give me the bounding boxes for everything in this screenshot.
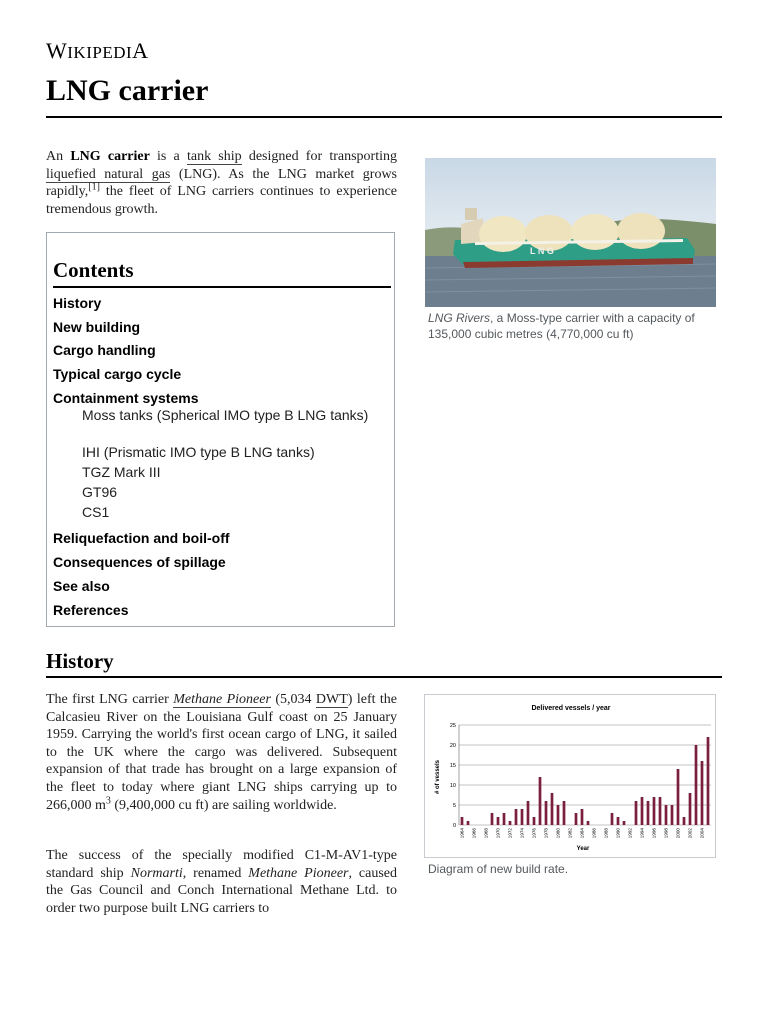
chart-bar [497, 817, 500, 825]
intro-paragraph: An LNG carrier is a tank ship designed for transporting liquefied natural gas (LNG). As the LNG market grows rapidly,[1] the fleet of LNG carriers continues to experience tremendous growth. [46, 149, 397, 217]
chart-y-tick-label: 20 [449, 743, 456, 749]
chart-x-tick-label: 1978 [543, 828, 549, 839]
chart-bar [647, 801, 650, 825]
history-paragraph-2: The success of the specially modified C1-M-AV1-type standard ship Normarti, renamed Methane Pioneer, caused the Gas Council and Conch International Methane Ltd. to order two purpose built LNG carriers to [46, 848, 398, 916]
chart-x-tick-label: 1990 [615, 828, 621, 839]
toc-subitem-cs1[interactable]: CS1 [82, 504, 110, 520]
toc-item-new-building[interactable]: New building [53, 319, 141, 335]
section-heading-history: History [46, 649, 114, 673]
chart-bar [683, 817, 686, 825]
toc-item-consequences-of-spillage[interactable]: Consequences of spillage [53, 554, 226, 570]
toc-item-see-also[interactable]: See also [53, 578, 110, 594]
chart-bar [659, 797, 662, 825]
chart-bar [653, 797, 656, 825]
link-liquefied-natural-gas[interactable]: liquefied natural gas [46, 166, 171, 182]
chart-x-tick-label: 2004 [699, 828, 705, 839]
chart-x-tick-label: 1974 [519, 828, 525, 839]
chart-x-tick-label: 1970 [495, 828, 501, 839]
link-dwt[interactable]: DWT [315, 692, 348, 707]
toc-subitem-ihi[interactable]: IHI (Prismatic IMO type B LNG tanks) [82, 444, 315, 460]
chart-bar [611, 813, 614, 825]
history-paragraph-1: The first LNG carrier Methane Pioneer (5,034 DWT) left the Calcasieu River on the Louisiana Gulf coast on 25 January 1959. Carrying the world's first ocean cargo of LNG, it sailed to the UK where the cargo was delivered. Subsequent expansion of that trade has brought on a large expansion of the fleet to today where giant LNG ships carrying up to 266,000 $m^3$ (9,400,000 cu ft) are sailing worldwide. [46, 692, 398, 813]
chart-y-axis-label: # of vessels [435, 759, 441, 795]
chart-bar [677, 769, 680, 825]
toc-item-cargo-handling[interactable]: Cargo handling [53, 342, 156, 358]
chart-x-tick-label: 1968 [483, 828, 489, 839]
chart-x-tick-label: 1994 [639, 828, 645, 839]
toc-subitem-gt96[interactable]: GT96 [82, 484, 118, 500]
chart-bar [557, 805, 560, 825]
chart-bar [575, 813, 578, 825]
chart-bar [635, 801, 638, 825]
chart-x-tick-label: 1982 [567, 828, 573, 839]
chart-bar [617, 817, 620, 825]
toc-item-references[interactable]: References [53, 602, 129, 618]
table-of-contents [46, 232, 395, 627]
chart-x-tick-label: 1998 [663, 828, 669, 839]
contents-divider [53, 286, 391, 288]
chart-bar [467, 821, 470, 825]
chart-bar [671, 805, 674, 825]
chart-bar [545, 801, 548, 825]
delivered-vessels-chart[interactable] [424, 694, 716, 858]
hull-lettering: L N G [530, 246, 554, 256]
chart-x-tick-label: 1992 [627, 828, 633, 839]
chart-bar [701, 761, 704, 825]
chart-y-tick-label: 25 [449, 723, 456, 729]
chart-bar [551, 793, 554, 825]
chart-caption: Diagram of new build rate. [428, 862, 569, 876]
toc-item-history[interactable]: History [53, 295, 102, 311]
chart-bar [623, 821, 626, 825]
chart-title: Delivered vessels / year [531, 705, 611, 712]
chart-x-tick-label: 1988 [603, 828, 609, 839]
chart-y-tick-label: 10 [449, 783, 456, 789]
chart-bar [461, 817, 464, 825]
link-methane-pioneer[interactable]: Methane Pioneer [173, 692, 271, 707]
lng-carrier-photo[interactable] [425, 158, 716, 307]
chart-bar [587, 821, 590, 825]
citation-1[interactable]: [1] [88, 181, 100, 193]
chart-bar [641, 797, 644, 825]
chart-y-tick-label: 15 [449, 763, 456, 769]
chart-bar [503, 813, 506, 825]
chart-bar [521, 809, 524, 825]
toc-subitem-tgz-mark-iii[interactable]: TGZ Mark III [82, 464, 161, 480]
chart-bar [491, 813, 494, 825]
toc-item-reliquefaction[interactable]: Reliquefaction and boil-off [53, 530, 230, 546]
chart-svg [425, 695, 715, 857]
chart-x-tick-label: 1996 [651, 828, 657, 839]
link-tank-ship[interactable]: tank ship [186, 149, 242, 164]
photo-caption: LNG Rivers, a Moss-type carrier with a capacity of 135,000 cubic metres (4,770,000 cu ft) [428, 311, 695, 341]
wikipedia-logo[interactable]: WIKIPEDIA [46, 38, 149, 63]
chart-bar [665, 805, 668, 825]
chart-bar [689, 793, 692, 825]
chart-bar [563, 801, 566, 825]
chart-x-tick-label: 1964 [459, 828, 465, 839]
toc-item-containment-systems[interactable]: Containment systems [53, 390, 199, 406]
toc-subitem-moss-tanks[interactable]: Moss tanks (Spherical IMO type B LNG tanks) [82, 407, 369, 423]
chart-x-tick-label: 1980 [555, 828, 561, 839]
toc-item-typical-cargo-cycle[interactable]: Typical cargo cycle [53, 366, 182, 382]
contents-heading: Contents [53, 258, 134, 282]
chart-x-tick-label: 1986 [591, 828, 597, 839]
title-divider [46, 116, 722, 118]
chart-bar [581, 809, 584, 825]
chart-x-axis-label: Year [576, 846, 590, 852]
ship-illustration [425, 158, 716, 307]
history-divider [46, 676, 722, 678]
chart-y-tick-label: 5 [452, 803, 456, 809]
chart-x-tick-label: 1984 [579, 828, 585, 839]
chart-bar [515, 809, 518, 825]
chart-bar [533, 817, 536, 825]
chart-x-tick-label: 2002 [687, 828, 693, 839]
chart-bar [509, 821, 512, 825]
page-title: LNG carrier [46, 74, 209, 107]
chart-y-tick-label: 0 [452, 823, 456, 829]
chart-x-tick-label: 1976 [531, 828, 537, 839]
chart-x-tick-label: 1972 [507, 828, 513, 839]
chart-bar [695, 745, 698, 825]
chart-bar [539, 777, 542, 825]
chart-x-tick-label: 2000 [675, 828, 681, 839]
chart-x-tick-label: 1966 [471, 828, 477, 839]
chart-bar [707, 737, 710, 825]
chart-bar [527, 801, 530, 825]
